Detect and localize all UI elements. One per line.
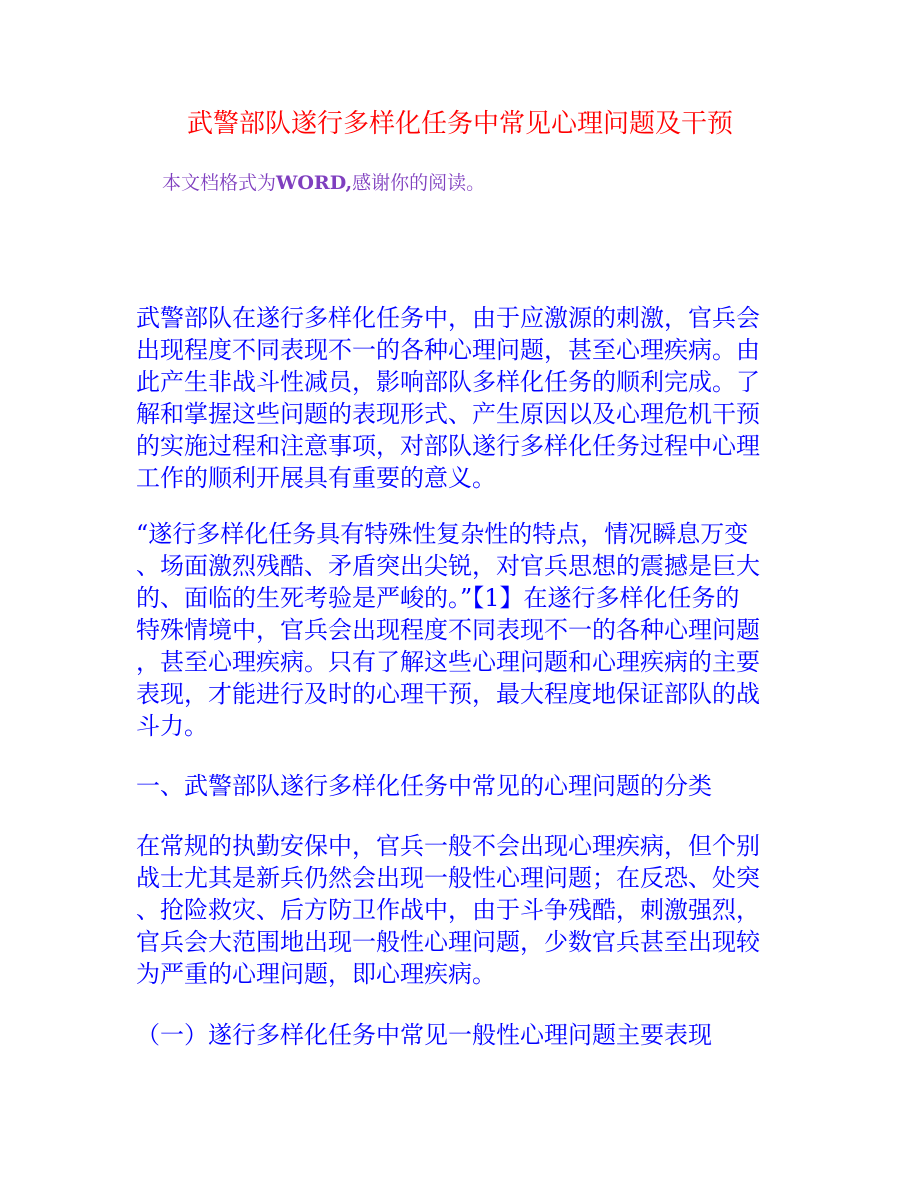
paragraph-line: 出现程度不同表现不一的各种心理问题，甚至心理疾病。由 — [136, 336, 760, 364]
format-notice — [162, 168, 485, 198]
paragraph-line: 斗力。 — [136, 712, 208, 740]
paragraph-line: “遂行多样化任务具有特殊性复杂性的特点，情况瞬息万变 — [136, 520, 749, 548]
paragraph-line: 、场面激烈残酷、矛盾突出尖锐，对官兵思想的震撼是巨大 — [136, 552, 760, 580]
paragraph-line: 解和掌握这些问题的表现形式、产生原因以及心理危机干预 — [136, 400, 760, 428]
paragraph-line: 在常规的执勤安保中，官兵一般不会出现心理疾病，但个别 — [136, 832, 760, 860]
document-title: 武警部队遂行多样化任务中常见心理问题及干预 — [186, 109, 733, 139]
paragraph-line: 武警部队在遂行多样化任务中，由于应激源的刺激，官兵会 — [136, 304, 760, 332]
paragraph-line: 工作的顺利开展具有重要的意义。 — [136, 464, 496, 492]
section-heading-2: （一）遂行多样化任务中常见一般性心理问题主要表现 — [136, 1021, 712, 1049]
paragraph-line: 的、面临的生死考验是严峻的。”【1】在遂行多样化任务的 — [136, 584, 740, 612]
paragraph-classification — [136, 830, 786, 990]
paragraph-line: 表现，才能进行及时的心理干预，最大程度地保证部队的战 — [136, 680, 760, 708]
paragraph-quote — [136, 518, 786, 742]
paragraph-line: 的实施过程和注意事项，对部队遂行多样化任务过程中心理 — [136, 432, 760, 460]
notice-format-word: WORD, — [276, 172, 353, 194]
paragraph-intro — [136, 302, 786, 494]
section-heading-1: 一、武警部队遂行多样化任务中常见的心理问题的分类 — [136, 772, 712, 800]
paragraph-line: 此产生非战斗性减员，影响部队多样化任务的顺利完成。了 — [136, 368, 760, 396]
paragraph-line: ，甚至心理疾病。只有了解这些心理问题和心理疾病的主要 — [136, 648, 760, 676]
paragraph-line: 、抢险救灾、后方防卫作战中，由于斗争残酷，刺激强烈， — [136, 896, 760, 924]
notice-prefix: 本文档格式为 — [162, 172, 277, 194]
paragraph-line: 特殊情境中，官兵会出现程度不同表现不一的各种心理问题 — [136, 616, 760, 644]
notice-suffix: 感谢你的阅读。 — [352, 172, 486, 194]
paragraph-line: 官兵会大范围地出现一般性心理问题，少数官兵甚至出现较 — [136, 928, 760, 956]
paragraph-line: 战士尤其是新兵仍然会出现一般性心理问题；在反恐、处突 — [136, 864, 760, 892]
paragraph-line: 为严重的心理问题，即心理疾病。 — [136, 960, 496, 988]
